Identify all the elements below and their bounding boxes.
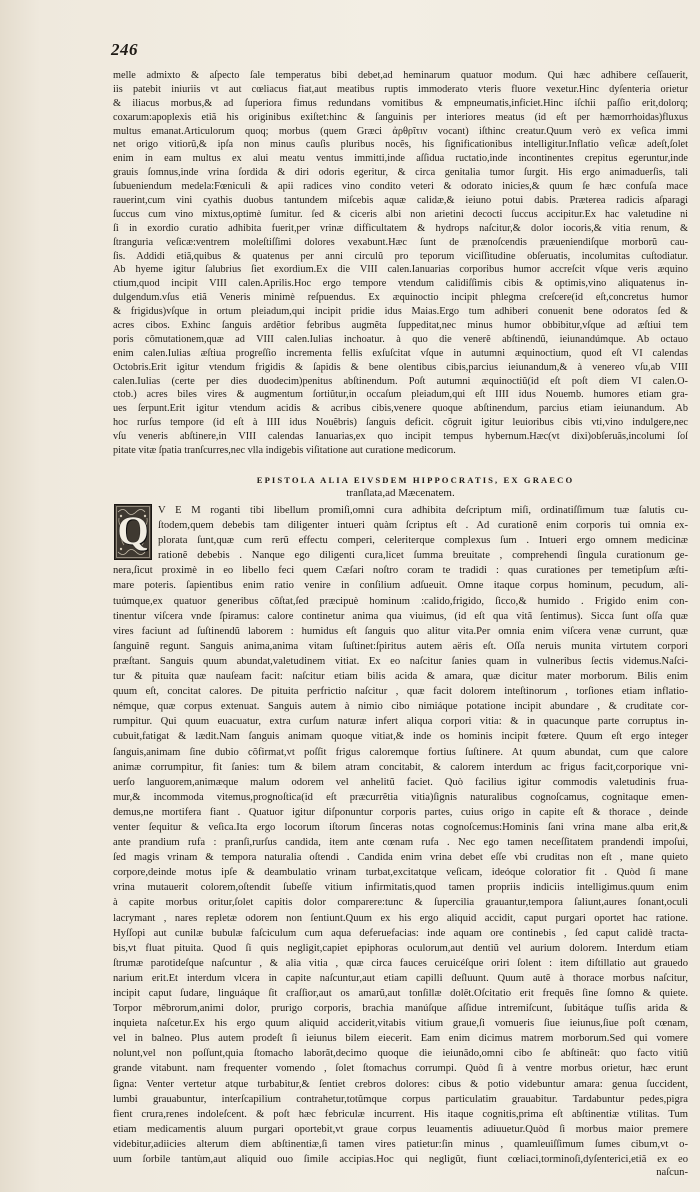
text-line: ctium,quod incipit VIII calen.Aprilis.Hoc ergo tempore vtendum calidiſſimis cibis & optimis,vino aliquatenus in- bbox=[113, 278, 688, 290]
text-line: nera,ſicut proximè in eo libello feci quem Cæſari noſtro coram te tradidi : quas curationes per temetipſum æſti- bbox=[113, 565, 688, 577]
text-line: ctob.) acres biles vires & augmentum ſortiũtur,in occaſum pleiadum,qui eſt IIII idus Nouemb. humores etiam gra- bbox=[113, 389, 688, 401]
text-line: ſanguis,animam ſine dubio cõfirmat,vt poſſit frigus caloremque fortius ſuſtinere. At quum abundat, cum que calore bbox=[113, 746, 688, 758]
text-line: nolunt,vel non poſſunt,quia ſtomacho laborãt,decimo quoque die ieiunãdo,omni cibo ſe abſtineãt: quo facto vitiũ bbox=[113, 1048, 688, 1060]
text-line: ues ſerpunt.Erit igitur vtendum acidis & acribus cibis,venere quoque abſtinendum, parcius etiam ieiunandum. Ab bbox=[113, 403, 688, 415]
text-line: & iliacus morbus,& ad ſuperiora fimus redundans vomitibus & empneumatis,inficiet.Hinc iſchii paſſio erit,dolorq; bbox=[113, 97, 688, 109]
text-line: corpore,deinde motus ipſe & deambulatio vrinam turbat,excitatque veſicam, ideóque coloratior fit . Quòd ſi mane bbox=[113, 867, 688, 879]
text-line: pitate vitæ ſpatia tranſcurres,nec vlla indigebis viſitatione aut curatione medicorum. bbox=[113, 445, 456, 457]
text-line: vires faciunt ad ſuſtinendũ laborem : humidus eſt ſanguis quo alitur vita.Per omnia enim viſcera venæ currunt, quæ bbox=[113, 625, 688, 637]
text-line: V E M roganti tibi libellum promiſi,omni cura adhibita deſcriptum miſi, ordinatiſſimum tuæ ſalutis cu- bbox=[158, 505, 688, 516]
text-line: ante prandium rufa : pranſi,rurſus candida, item ante cœnam rufa . Nec ego tamen neceſſitatem prandendi impoſui, bbox=[113, 837, 688, 849]
text-line: narium erit.Et interdum vlcera in capite naſcuntur,aut etiam capilli deſluunt. Quum autẽ à thorace morbus naſcitur, bbox=[113, 972, 688, 984]
text-line: rationẽ debebis . Nanque ego diligenti cura,licet ſumma breuitate , comprehendi ſingula curationum ge- bbox=[158, 550, 688, 562]
epistle-subheading: tranſlata,ad Mæcenatem. bbox=[346, 487, 455, 499]
text-line: & frigidus)vſque in ortum pleiadum,qui incipit pridie idus Maias.Ergo tum adhiberi conuenit bene odoratos ſed & bbox=[113, 306, 688, 318]
text-line: inquieta naſcetur.Ex his ergo quum aliquid acciderit,vitabis vitium graue,ſi vomueris ſiue ieiunus,ſiue poſt cœnam, bbox=[113, 1018, 688, 1030]
text-line: grande vitabunt. nam frequenter vomendo , ſolet ſtomachus corrumpi. Quòd ſi à ventre morbus orietur, hæc erunt bbox=[113, 1063, 688, 1075]
epistle-text-block bbox=[113, 503, 688, 1167]
text-line: demus,ne mortifera fiant . Quatuor igitur diſponuntur corporis partes, cuius origo in capite eſt & thorace , deinde bbox=[113, 806, 688, 818]
text-line: tuúmque,ex quatuor generibus cõſtat,ſed præcipuè hominum :calido,frigido, ſicco,& humido . Frigido enim con- bbox=[113, 595, 688, 607]
text-line: ſigna: Venter vertetur atque turbabitur,& ſentiet crebros dolores: cibus & potio videbuntur amara: genua ſuccident, bbox=[113, 1078, 688, 1090]
text-line: bis,vt fluat pituita. Quod ſi quis negligit,capiet epiphoras oculorum,aut dentiũ vel aurium dolorem. Interdum etiam bbox=[113, 942, 688, 954]
text-line: grauis ſomnus,inde vrina ſordida & diri odoris egeritur, & circa genitalia tumor ſurgit. His ergo animaduerſis, tali bbox=[113, 167, 688, 179]
text-line: ſubueniendum medela:Fœniculi & apii radices vino condito veteri & odorato inicies,& quum ſe hæc confuſa mace bbox=[113, 181, 688, 193]
text-line: lacrymant , nares repletæ odorem non ſentiunt.Quum ex his ergo aliquid accidit, caput purgari oportet hac ratione. bbox=[113, 912, 688, 924]
text-line: mur,& incommoda vitemus,prognoſtica(id eſt præcurrẽtia vitia)ſignis naturalibus cognoſcamus, cognitaque emen- bbox=[113, 791, 688, 803]
epistle-heading: EPISTOLA ALIA EIVSDEM HIPPOCRATIS, EX GRAECO bbox=[256, 475, 575, 485]
catchword: naſcun- bbox=[656, 1167, 688, 1178]
text-line: dulgendum.vſus etiã Veneris minimè reſpuendus. Ex æquinoctio incipit phlegma creſcere(id eſt,concretus humor bbox=[113, 292, 688, 304]
text-line: ſuccus cum vino mixtus,optimè ſumitur. ſed & ciceris albi non arietini decocti ſuccus accipitur.Ex hac valetudine ni bbox=[113, 208, 688, 220]
text-line: net origo vitiorũ,& ipſa non minus cauſis pluribus nocẽs, his ſignificationibus intelligitur.Inflatio veſicæ adeſt,ſolet bbox=[113, 139, 688, 151]
text-line: multus emanat.Articulorum quoq; morbus (quem Græci ἀρθρῖτιν vocant) iſthinc creatur.Quum verò ex veſica immi bbox=[113, 125, 688, 137]
text-line: etiam medicamentis aluum purgari oportebit,vt graue corpus leuamentis adiuuetur.Quòd ſi morbus maior premere bbox=[113, 1123, 688, 1135]
text-line: vrina mutauerit colorem,oſtendit ſubeſſe vitium infirmitatis,quod tamen propriis indiciis intelligimus.quum enim bbox=[113, 882, 688, 894]
text-line: tinentur viſcera vnde ſpiramus: calore continetur anima qua viuimus, (id eſt qua vitã ſentimus). Sicca ſunt oſſa quæ bbox=[113, 610, 688, 622]
text-line: calen.Iulias (certe per dies duodecim)penitus abſtinendum. Poſt autumni æquinoctiũ(id eſt poſt diem VI calen.O- bbox=[113, 375, 688, 387]
text-line: animæ corrumpitur, fit ſanies: tum & bilem atram concitabit, & calorem interdum ac frigus facit,corporique vni- bbox=[113, 761, 688, 773]
text-line: Ab hyeme igitur ſalubrius ſiet exordium.Ex die VIII calen.Ianuarias corporibus humor accreſcit vſque veris æquino bbox=[113, 264, 688, 276]
text-line: ſi in exordio curatio adhibita fuerit,per vrinæ difficultatem & hydrops naſcitur,& dolor iocoris,& vitia renum, & bbox=[113, 222, 688, 234]
initial-letter: Q bbox=[117, 508, 149, 553]
text-line: uerſo languorem,animæque malum odorem vel anhelitũ faciet. Quò facilius igitur commodis valetudinis frua- bbox=[113, 776, 688, 788]
text-line: Hyſſopi aut cunilæ bubulæ faſciculum cum aqua deferuefacias: inde aquam ore continebis , ſed caput calidè tracta- bbox=[113, 927, 688, 939]
text-line: melle admixto & aſpecto ſale temperatus bibi debet,ad heminarum quatuor modum. Qui hæc adhibere ceſſauerit, bbox=[113, 70, 688, 81]
text-line: lumbi grauabuntur, interſcapilium contrahetur,totũmque corpus particulatim grauabitur. Tardabuntur pedes,pigra bbox=[113, 1093, 688, 1105]
text-line: némque, quæ corpus extenuat. Sanguis autem à nimio cibo nimiáque potatione incipit abundare , & cruditate cor- bbox=[113, 701, 688, 713]
text-line: Torpor mẽbrorum,animi dolor, prurigo corporis, brachia manúſque aſſidue intremiſcunt, ſubitáque tuſſis arida & bbox=[113, 1003, 688, 1015]
text-line: præſtant. Sanguis quum abundat,valetudinem vitiat. Ex eo naſcitur ſanies quam in vulneribus ſectis videmus.Naſci- bbox=[113, 655, 688, 667]
text-line: ſtrumæ parotideſque naſcuntur , & alia vitia , quæ circa fauces ceruicéſque oriri ſolent : item diſtillatio aut grauedo bbox=[113, 957, 688, 969]
text-line: ſtranguria veſicæ:ventrem moleſtiſſimi dolores vexabunt.Hæc ſunt de prænoſcendis præueniendiſque morborũ cau- bbox=[113, 236, 688, 248]
text-line: plorata ſunt,quæ cum rerũ effectu comperi, celeriterque complexus ſum . Intueri ergo omnem medicinæ bbox=[158, 535, 688, 547]
text-line: vel in balneo. Plus autem prodeſt ſi ieiunus bilem eiecerit. Eam enim dicimus matrem morborum.Sed qui vomere bbox=[113, 1033, 688, 1045]
text-line: mare poteris. ſapientibus enim ratio venire in conſilium adſueuit. Omne itaque corpus hominum, pecudum, ali- bbox=[113, 580, 688, 592]
text-line: à capite morbus oritur,ſolet capitis dolor comparere:tunc & ſupercilia grauantur,tempora ſaliunt,aures ſonant,oculi bbox=[113, 897, 688, 909]
text-line: rumpitur. Qui quum euacuatur, extra curſum naturæ infert aliqua corpori vitia: & in quacunque parte corruptus in- bbox=[113, 716, 688, 728]
text-line: acres cibos. Exhinc ſanguis ardẽtior febribus augmẽta ſuppeditat,nec minus humor obbibitur,vſque ad æſtiui tem bbox=[113, 320, 688, 332]
text-line: fient crura,renes indoleſcent. & poſt hæc febriculæ incurrent. His itaque cognitis,prima eſt abſtinentiæ vtilitas. Tum bbox=[113, 1108, 688, 1120]
text-line: ſtodem,quem debebis tam diligenter intueri quàm ſcriptus eſt . Ad curationẽ enim corporis tui omnia ex- bbox=[158, 520, 688, 532]
page-number: 246 bbox=[111, 40, 138, 59]
text-line: Octobris.Erit igitur vtendum frigidis & ſapidis & bene olentibus cibis,parcius ieiunandum,& à venereo vſu,ab VIII bbox=[113, 361, 688, 373]
text-line: videbitur,adiicies alterum diem abſtinentiæ,ſi tamen vires patietur:ſin minus , quamleuiſſimum ſumes cibum,vt o- bbox=[113, 1138, 688, 1150]
text-line: enim calen.Iulias æſtiua progreſſio incrementa fellis exſuſcitat vſque in autumni æquinoctium, quod eſt VI calendas bbox=[113, 347, 688, 359]
text-line: coxarum:apoplexis etiã his originibus exiſtet:hinc & ſanguinis per interiores meatus (id eſt per hæmorrhoidas)fluxus bbox=[113, 111, 688, 123]
text-line: poris cõmutationem,quæ ad VIII calen.Iulias inchoatur. à quo die venerẽ abſtinendũ, ieiunandúmque. Ab octauo bbox=[113, 333, 688, 345]
text-line: enim in eam multus ex alui meatu ventus immitti,inde aſſidua ructatio,inde incontinentes crepitus egeruntur,inde bbox=[113, 153, 688, 165]
text-line: quum eſt, concitat calores. De pituita perfrictio naſcitur , quæ facit dolorem inteſtinorum , torſiones etiam inflatio- bbox=[113, 686, 688, 698]
text-line: hoc rurſus tempore (id eſt à IIII idus Nouẽbris) ſanguis deficit. cõgruit igitur leuioribus cibis vti,vino indulgere,nec bbox=[113, 417, 688, 429]
text-line: rauerint,cum vini cyathis duobus tantundem miſcebis aquæ calidæ,& ieiuno potui dabis. Præterea radicis aſparagi bbox=[113, 195, 688, 207]
text-line: tur & pituita quæ nauſeam facit: naſcitur etiam bilis acida & amara, quæ dicitur mater morborum. Bilis enim bbox=[113, 671, 688, 683]
text-line: venter ſequitur & veſica.Ita ergo locorum iſtorum ſinceras notas cognoſcemus:Hominis ſani vrina mane alba erit,& bbox=[113, 821, 688, 833]
text-line: incipit caput ſudare, linguáque ſit craſſior,aut os amarũ,aut tonſillæ dolẽt.Oſcitatio erit frequẽs ſine ſomno & quiete. bbox=[113, 988, 688, 999]
text-line: vſu veneris abſtinere,in VIII calendas Ianuarias,ex quo incipit tempus hybernum.Hæc(vt dixi)obſeruãs,incolumi ſoſ bbox=[113, 431, 688, 443]
text-line: ſed magis vrinam & tempora naturalia oſtendi . Candida enim vrina debet eſſe vbi cruditas non eſt , mane quieto bbox=[113, 852, 688, 864]
preceding-text-block bbox=[113, 69, 688, 458]
text-line: uum ſorbile tantùm,aut aliquid ouo ſimile accipias.Hoc qui negligũt, fiunt cœliaci,torminoſi,dyſenterici,etiã ex eo bbox=[113, 1154, 688, 1166]
text-line: ſis. Addidi etiã,quibus & quatenus per anni circulũ pro teporum viciſſitudine obſeruatis, incolumitas cuſtodiatur. bbox=[113, 250, 688, 262]
text-line: cubuit,fatigat & lædit.Nam ſanguis animam quoque vitiat,& inde os hominis incipit fœtere. Quum eſt ergo integer bbox=[113, 731, 688, 743]
text-line: ſanguinẽ regunt. Sanguis anima,anima vitam ſuſtinet:ſpiritus autem aëris eſt. Oſſa neruis munita virtutem corpori bbox=[113, 640, 688, 652]
text-line: iis patebit iniuriis vt aut cœliacus fiat,aut meatibus ruptis immoderato vteris fluore vexetur.Hinc dyſenteria orietur bbox=[113, 83, 688, 95]
